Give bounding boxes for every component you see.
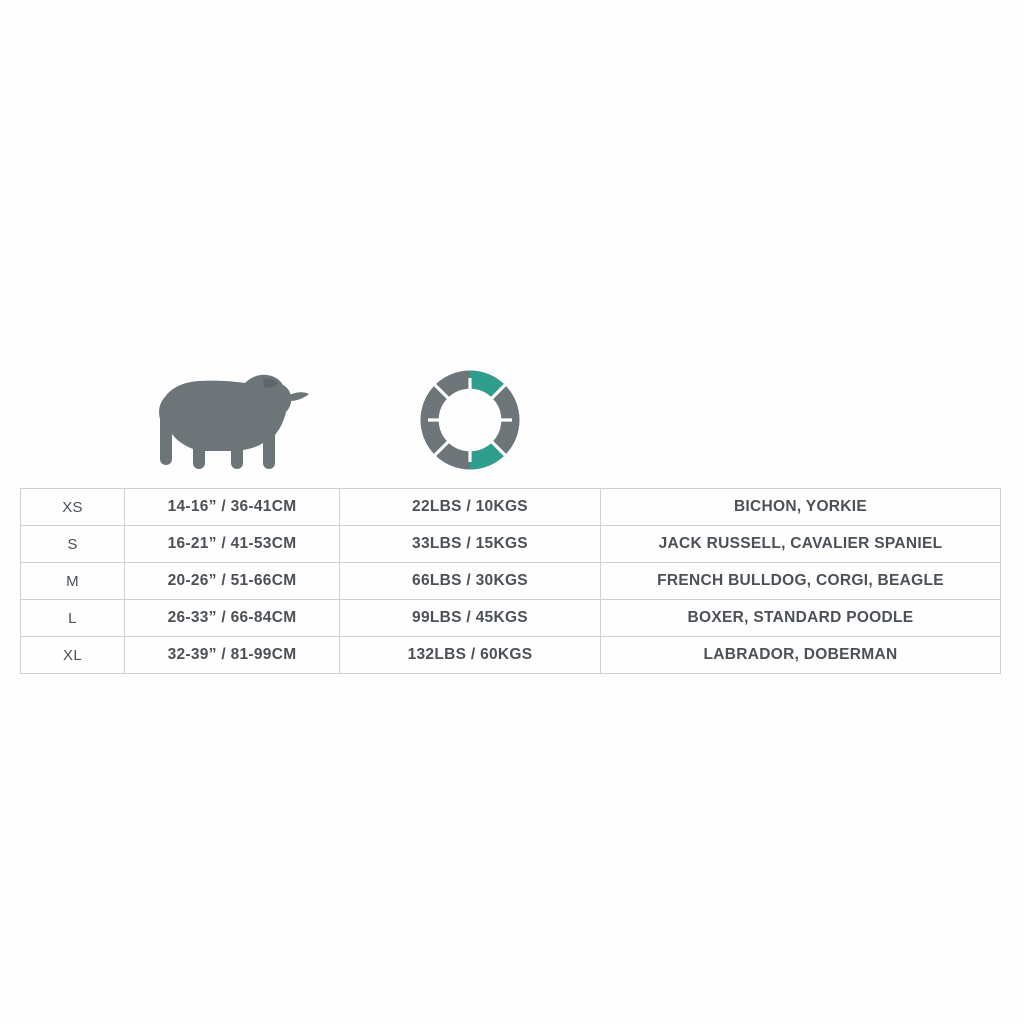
cell-girth: 16-21” / 41-53CM bbox=[125, 526, 340, 563]
life-ring-icon bbox=[340, 356, 600, 484]
cell-size: M bbox=[21, 563, 125, 600]
cell-size: S bbox=[21, 526, 125, 563]
cell-weight: 99LBS / 45KGS bbox=[340, 600, 601, 637]
table-row bbox=[21, 600, 1001, 637]
cell-breeds: FRENCH BULLDOG, CORGI, BEAGLE bbox=[601, 563, 1001, 600]
cell-size: XL bbox=[21, 637, 125, 674]
table-row bbox=[21, 637, 1001, 674]
cell-weight: 22LBS / 10KGS bbox=[340, 489, 601, 526]
table-row bbox=[21, 526, 1001, 563]
cell-breeds: BICHON, YORKIE bbox=[601, 489, 1001, 526]
cell-weight: 33LBS / 15KGS bbox=[340, 526, 601, 563]
cell-breeds: BOXER, STANDARD POODLE bbox=[601, 600, 1001, 637]
cell-breeds: LABRADOR, DOBERMAN bbox=[601, 637, 1001, 674]
table-row bbox=[21, 563, 1001, 600]
cell-size: L bbox=[21, 600, 125, 637]
cell-girth: 14-16” / 36-41CM bbox=[125, 489, 340, 526]
cell-breeds: JACK RUSSELL, CAVALIER SPANIEL bbox=[601, 526, 1001, 563]
dog-with-harness-icon bbox=[124, 356, 339, 484]
cell-size: XS bbox=[21, 489, 125, 526]
cell-girth: 26-33” / 66-84CM bbox=[125, 600, 340, 637]
cell-weight: 132LBS / 60KGS bbox=[340, 637, 601, 674]
cell-weight: 66LBS / 30KGS bbox=[340, 563, 601, 600]
size-chart-table bbox=[20, 488, 1001, 674]
icon-row bbox=[20, 356, 1000, 484]
cell-girth: 20-26” / 51-66CM bbox=[125, 563, 340, 600]
table-row bbox=[21, 489, 1001, 526]
cell-girth: 32-39” / 81-99CM bbox=[125, 637, 340, 674]
